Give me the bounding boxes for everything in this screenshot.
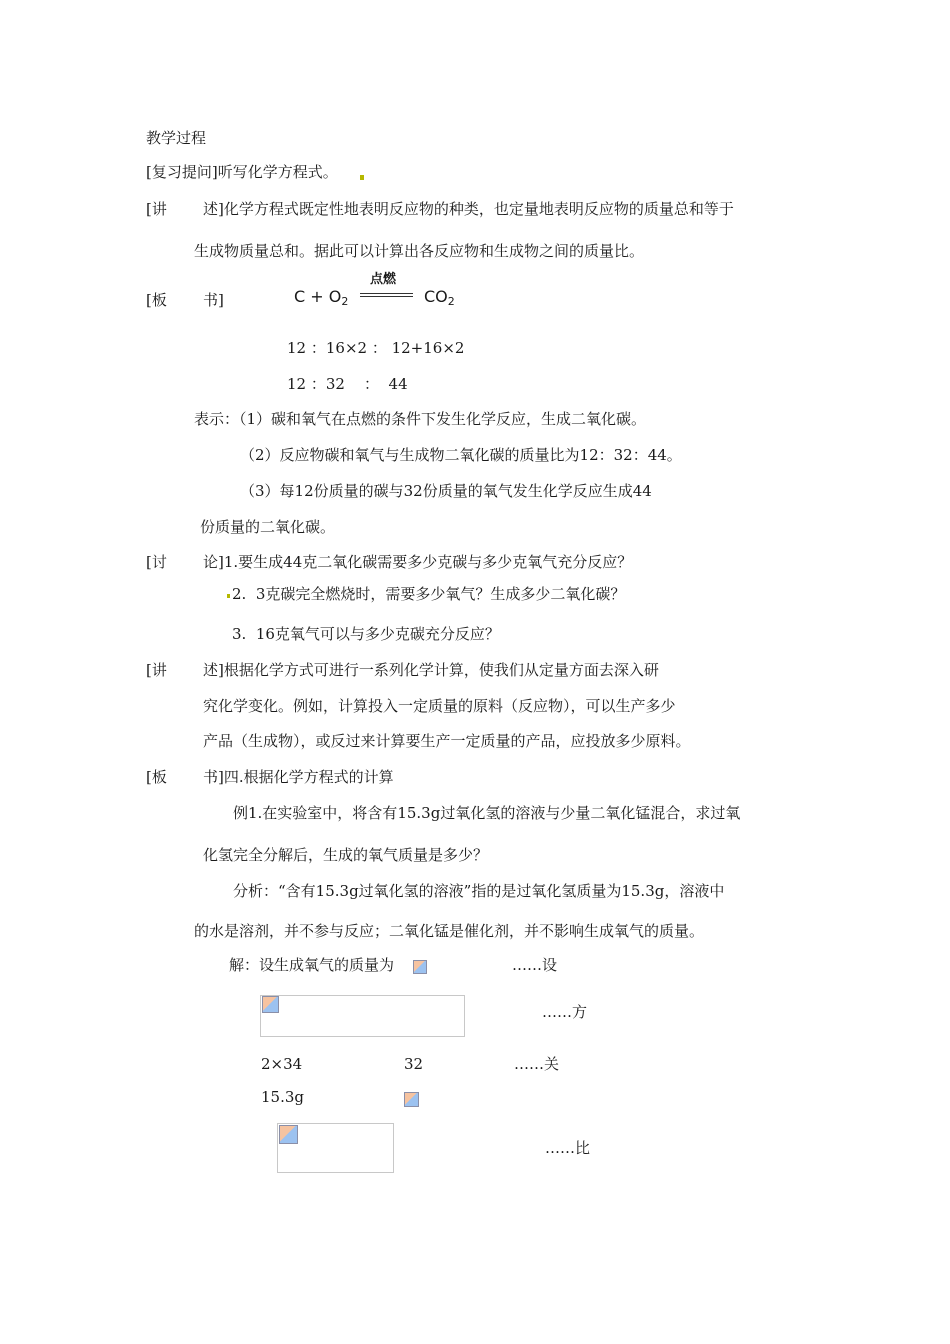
marker-dot [360, 175, 364, 180]
step-equation-label: ……方 [542, 1003, 588, 1021]
lecture2-text1: 根据化学方式可进行一系列化学计算，使我们从定量方面去深入研 [223, 661, 659, 679]
board1-tag-close: 书] [203, 291, 224, 309]
lecture1-line1 [203, 199, 734, 219]
lecture2-tag-open: [讲 [146, 661, 167, 679]
discuss-q1: 1.要生成44克二氧化碳需要多少克碳与多少克氧气充分反应？ [223, 553, 633, 571]
example-line1: 例1.在实验室中，将含有15.3g过氧化氢的溶液与少量二氧化锰混合，求过氧 [233, 804, 741, 822]
equation-right-text: CO [424, 287, 448, 306]
board2-line [203, 767, 394, 787]
example-line2: 化氢完全分解后，生成的氧气质量是多少？ [203, 846, 489, 864]
board2-title: 四.根据化学方程式的计算 [223, 768, 394, 786]
marker-dot-2 [227, 594, 230, 598]
board2-tag-close: 书] [203, 768, 224, 786]
review-line [146, 162, 338, 182]
step-ratio-label: ……比 [545, 1139, 591, 1157]
discuss-tag-close: 论] [203, 553, 224, 571]
ratio-line-2: 12 ：32 ： 44 [287, 375, 408, 393]
review-text: 听写化学方程式。 [217, 163, 338, 181]
review-tag: [复习提问] [146, 163, 218, 181]
equation-left-text: C + O [294, 287, 342, 306]
analysis-line1: 分析：“含有15.3g过氧化氢的溶液”指的是过氧化氢质量为15.3g，溶液中 [233, 882, 725, 900]
step-relation-label: ……关 [514, 1055, 560, 1073]
broken-image-icon [404, 1092, 419, 1107]
equation-condition: 点燃 [370, 272, 397, 287]
equation-left [294, 287, 348, 312]
equation-right [424, 287, 455, 312]
given-mass: 15.3g [261, 1088, 305, 1106]
lecture2-line2: 究化学变化。例如，计算投入一定质量的原料（反应物），可以生产多少 [203, 697, 676, 715]
meaning-item-3-line1: （3）每12份质量的碳与32份质量的氧气发生化学反应生成44 [240, 482, 652, 500]
equation-image-frame [260, 995, 465, 1037]
equation-right-sub: 2 [447, 295, 455, 308]
lecture1-text1: 化学方程式既定性地表明反应物的种类，也定量地表明反应物的质量总和等于 [223, 200, 734, 218]
discuss-q2: 2. 3克碳完全燃烧时，需要多少氧气？生成多少二氧化碳？ [232, 585, 626, 603]
discuss-line1 [203, 552, 632, 572]
right-molar-mass: 32 [404, 1055, 424, 1073]
equation-line-bottom [360, 296, 413, 297]
lecture1-tag-open: [讲 [146, 200, 167, 218]
broken-image-icon [413, 960, 427, 974]
meaning-item-2: （2）反应物碳和氧气与生成物二氧化碳的质量比为12：32：44。 [240, 446, 682, 464]
discuss-tag-open: [讨 [146, 553, 167, 571]
broken-image-icon [279, 1125, 298, 1144]
equation-line-top [360, 293, 413, 294]
analysis-line2: 的水是溶剂，并不参与反应；二氧化锰是催化剂，并不影响生成氧气的质量。 [194, 922, 705, 940]
lecture2-line1 [203, 660, 659, 680]
lecture1-tag-close: 述] [203, 200, 224, 218]
solution-intro: 解：设生成氧气的质量为 [229, 956, 395, 974]
lecture2-line3: 产品（生成物），或反过来计算要生产一定质量的产品，应投放多少原料。 [203, 732, 691, 750]
step-set-label: ……设 [512, 956, 558, 974]
board1-tag-open: [板 [146, 291, 167, 309]
section-heading: 教学过程 [146, 129, 207, 147]
left-molar-mass: 2×34 [261, 1055, 303, 1073]
lecture1-line2: 生成物质量总和。据此可以计算出各反应物和生成物之间的质量比。 [194, 242, 645, 260]
broken-image-icon [262, 996, 279, 1013]
meaning-item-3-line2: 份质量的二氧化碳。 [200, 518, 336, 536]
board2-tag-open: [板 [146, 768, 167, 786]
ratio-line-1: 12 ：16×2 ： 12+16×2 [287, 339, 465, 357]
lecture2-tag-close: 述] [203, 661, 224, 679]
equation-left-sub: 2 [341, 295, 349, 308]
meaning-item-1: 表示：（1）碳和氧气在点燃的条件下发生化学反应，生成二氧化碳。 [194, 410, 647, 428]
discuss-q3: 3. 16克氧气可以与多少克碳充分反应？ [232, 625, 500, 643]
